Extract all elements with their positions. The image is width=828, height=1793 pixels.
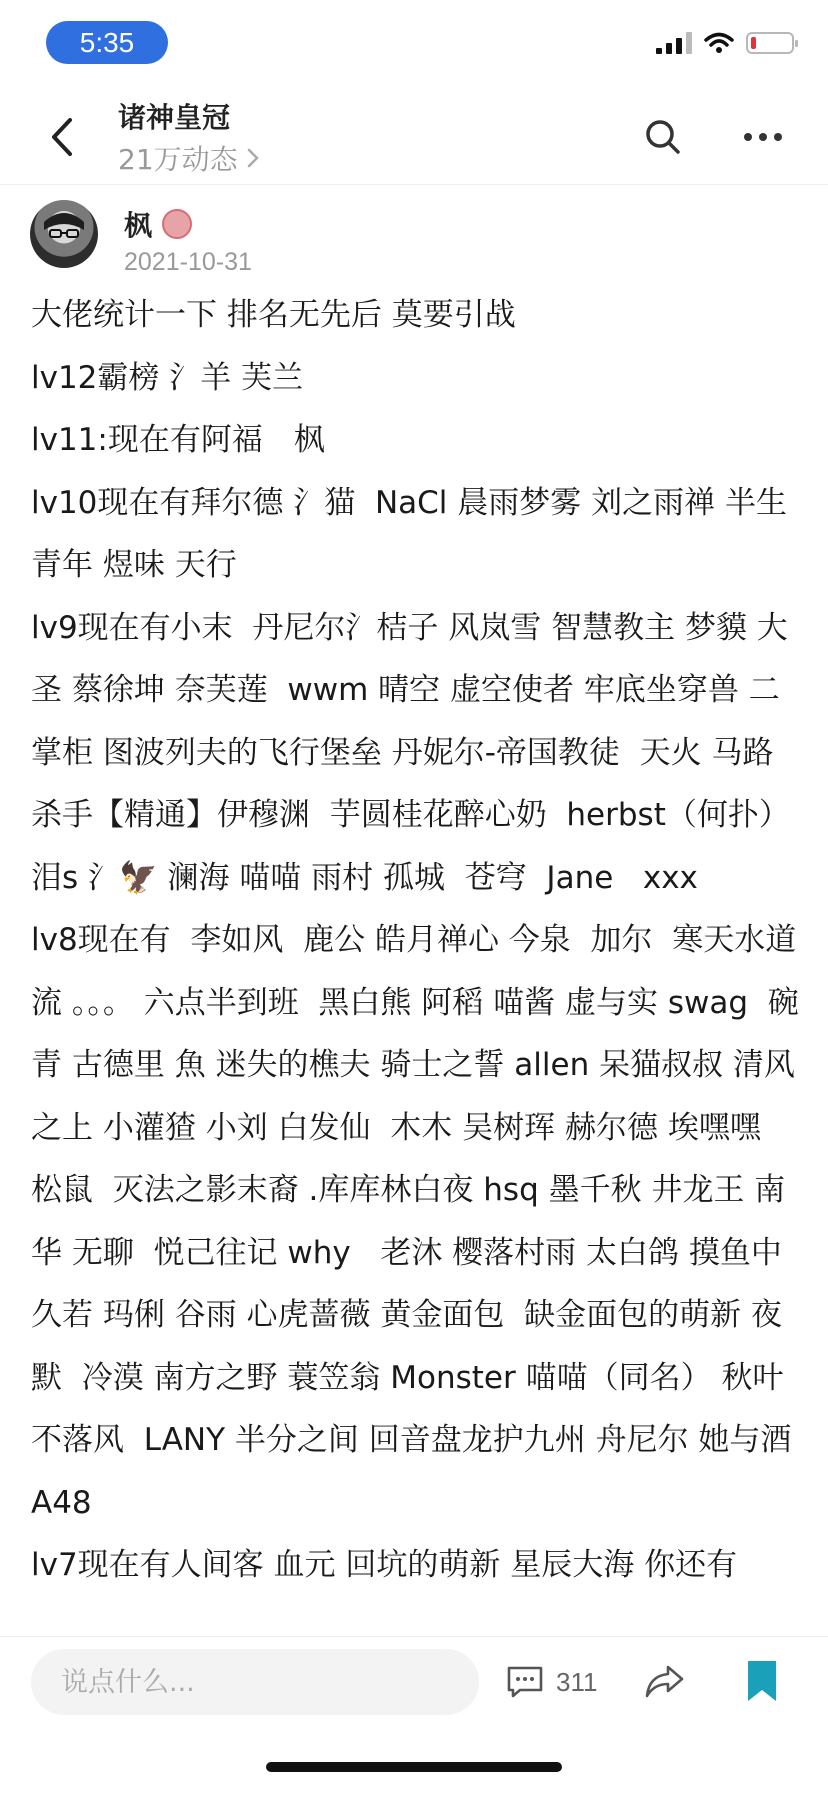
cellular-signal-icon — [656, 32, 692, 54]
post-line: lv12霸榜 氵羊 芙兰 — [31, 359, 304, 396]
share-button[interactable] — [642, 1659, 688, 1705]
activity-count: 21万动态 — [118, 143, 238, 176]
post-line: lv10现在有拜尔德 氵猫 NaCl 晨雨梦雾 刘之雨禅 半生青年 煜味 天行 — [31, 484, 787, 583]
post-line: lv7现在有人间客 血元 回坑的萌新 星辰大海 你还有 — [31, 1547, 738, 1583]
activity-count-link[interactable] — [118, 138, 260, 178]
chevron-right-icon — [246, 147, 260, 169]
share-icon — [642, 1659, 688, 1705]
chevron-left-icon — [44, 114, 84, 160]
more-icon — [743, 132, 783, 142]
comment-input[interactable] — [31, 1649, 479, 1715]
status-time: 5:35 — [46, 21, 168, 64]
author-name[interactable]: 枫 — [124, 209, 153, 242]
comment-count: 311 — [556, 1666, 598, 1697]
comments-button[interactable] — [506, 1659, 597, 1705]
post-line: lv11:现在有阿福 枫 — [31, 422, 325, 458]
level-badge-icon — [162, 209, 192, 239]
page-title[interactable]: 诸神皇冠 — [118, 101, 231, 134]
bookmark-icon — [742, 1657, 782, 1705]
home-indicator[interactable] — [266, 1762, 562, 1772]
nav-header — [0, 84, 828, 185]
avatar-glasses-icon — [30, 200, 98, 268]
post-line: lv8现在有 李如风 鹿公 皓月禅心 今泉 加尔 寒天水道流 。。。 六点半到班 黑白熊 阿稻 喵酱 虚与实 swag 碗青 古德里 魚 迷失的樵夫 骑士之誓 allen 呆猫叔叔 清风之上 小灌猹 小刘 白发仙 木木 吴树珲 赫尔德 埃嘿嘿 松鼠 灭法之影末裔 .库库林白夜 hsq 墨千秋 井龙王 南华 无聊 悦己往记 why 老沐 樱落村雨 太白鸽 摸鱼中 久若 玛俐 谷雨 心虎蔷薇 黄金面包 缺金面包的萌新 夜默 冷漠 南方之野 蓑笠翁 Monster 喵喵（同名） 秋叶不落风 LANY 半分之间 回音盘龙护九州 舟尼尔 她与酒 A48 — [31, 922, 801, 1521]
author-row — [124, 204, 192, 244]
post-content — [31, 284, 801, 1610]
battery-icon — [746, 32, 794, 54]
avatar[interactable] — [30, 200, 98, 268]
search-icon — [645, 119, 681, 155]
search-button[interactable] — [640, 114, 686, 160]
post-line: lv9现在有小末 丹尼尔氵桔子 风岚雪 智慧教主 梦貘 大圣 蔡徐坤 奈芙莲 wwm 晴空 虚空使者 牢底坐穿兽 二掌柜 图波列夫的飞行堡垒 丹妮尔-帝国教徒 天火 马路杀手【精通】伊穆渊 芋圆桂花醉心奶 herbst（何扑）泪s 氵🦅 澜海 喵喵 雨村 孤城 苍穹 Jane xxx — [31, 609, 790, 896]
more-button[interactable] — [740, 114, 786, 160]
bookmark-button[interactable] — [742, 1657, 782, 1705]
post-line: 大佬统计一下 排名无先后 莫要引战 — [31, 297, 516, 333]
status-icons — [656, 32, 794, 54]
comment-icon — [506, 1665, 544, 1699]
wifi-icon — [704, 32, 734, 54]
post-date: 2021-10-31 — [124, 248, 252, 276]
status-bar — [0, 0, 828, 84]
post-header — [30, 200, 810, 284]
back-button[interactable] — [44, 114, 84, 160]
